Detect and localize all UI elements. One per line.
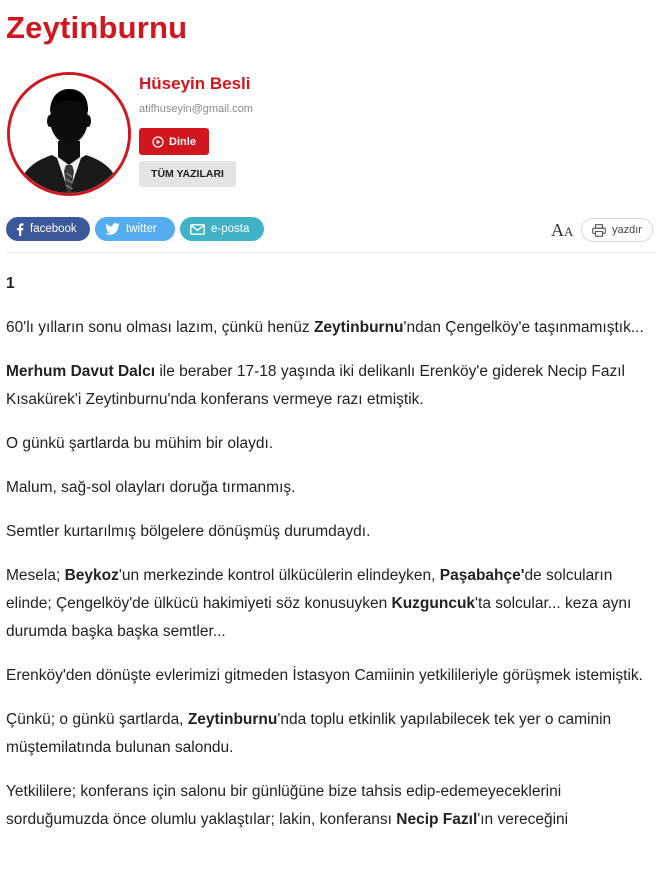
article-paragraph: 1 bbox=[6, 275, 15, 292]
print-button[interactable] bbox=[581, 218, 653, 242]
article-paragraph: Semtler kurtarılmış bölgelere dönüşmüş durumdaydı. bbox=[6, 523, 371, 540]
email-label: e-posta bbox=[211, 223, 250, 235]
author-name[interactable]: Hüseyin Besli bbox=[139, 74, 251, 93]
author-avatar[interactable] bbox=[7, 72, 131, 196]
all-posts-button[interactable]: TÜM YAZILARI bbox=[139, 161, 236, 187]
twitter-icon bbox=[105, 223, 120, 235]
article-paragraph: O günkü şartlarda bu mühim bir olaydı. bbox=[6, 435, 274, 452]
print-label: yazdır bbox=[612, 224, 642, 236]
article-paragraph: Mesela; Beykoz'un merkezinde kontrol ülkücülerin elindeyken, Paşabahçe'de solcuların elinde; Çengelköy'de ülkücü hakimiyeti söz konusuyken Kuzguncuk'ta solcular... keza aynı durumda başka başka semtler... bbox=[6, 567, 632, 640]
article-body bbox=[6, 270, 656, 850]
listen-button-label: Dinle bbox=[169, 135, 196, 148]
silhouette-icon bbox=[10, 75, 128, 193]
facebook-label: facebook bbox=[30, 223, 77, 235]
facebook-share-button[interactable] bbox=[6, 217, 90, 241]
article-paragraph: Yetkililere; konferans için salonu bir günlüğüne bize tahsis edip-edemeyeceklerini sorduğumuzda önce olumlu yaklaştılar; lakin, konferansı Necip Fazıl'ın vereceğini bbox=[6, 783, 569, 828]
play-icon bbox=[152, 136, 164, 148]
article-paragraph: Malum, sağ-sol olayları doruğa tırmanmış. bbox=[6, 479, 296, 496]
envelope-icon bbox=[190, 224, 205, 235]
font-size-large: A bbox=[551, 220, 564, 240]
listen-button[interactable] bbox=[139, 128, 209, 155]
printer-icon bbox=[592, 224, 606, 237]
article-paragraph: Merhum Davut Dalcı ile beraber 17-18 yaşında iki delikanlı Erenköy'e giderek Necip Fazıl Kısakürek'i Zeytinburnu'nda konferans vermeye razı etmiştik. bbox=[6, 363, 625, 408]
twitter-label: twitter bbox=[126, 223, 157, 235]
twitter-share-button[interactable] bbox=[95, 217, 175, 241]
divider bbox=[6, 252, 656, 253]
article-paragraph: Erenköy'den dönüşte evlerimizi gitmeden İstasyon Camiinin yetkilileriyle görüşmek istemiştik. bbox=[6, 667, 643, 684]
article-paragraph: 60'lı yılların sonu olması lazım, çünkü henüz Zeytinburnu'ndan Çengelköy'e taşınmamıştık... bbox=[6, 319, 644, 336]
font-size-small: A bbox=[564, 224, 574, 239]
email-share-button[interactable] bbox=[180, 217, 264, 241]
page-title: Zeytinburnu bbox=[6, 10, 188, 45]
facebook-icon bbox=[16, 223, 24, 236]
font-size-toggle[interactable] bbox=[551, 220, 573, 241]
article-paragraph: Çünkü; o günkü şartlarda, Zeytinburnu'nda toplu etkinlik yapılabilecek tek yer o caminin müştemilatında bulunan salondu. bbox=[6, 711, 612, 756]
author-email: atifhuseyin@gmail.com bbox=[139, 103, 253, 115]
